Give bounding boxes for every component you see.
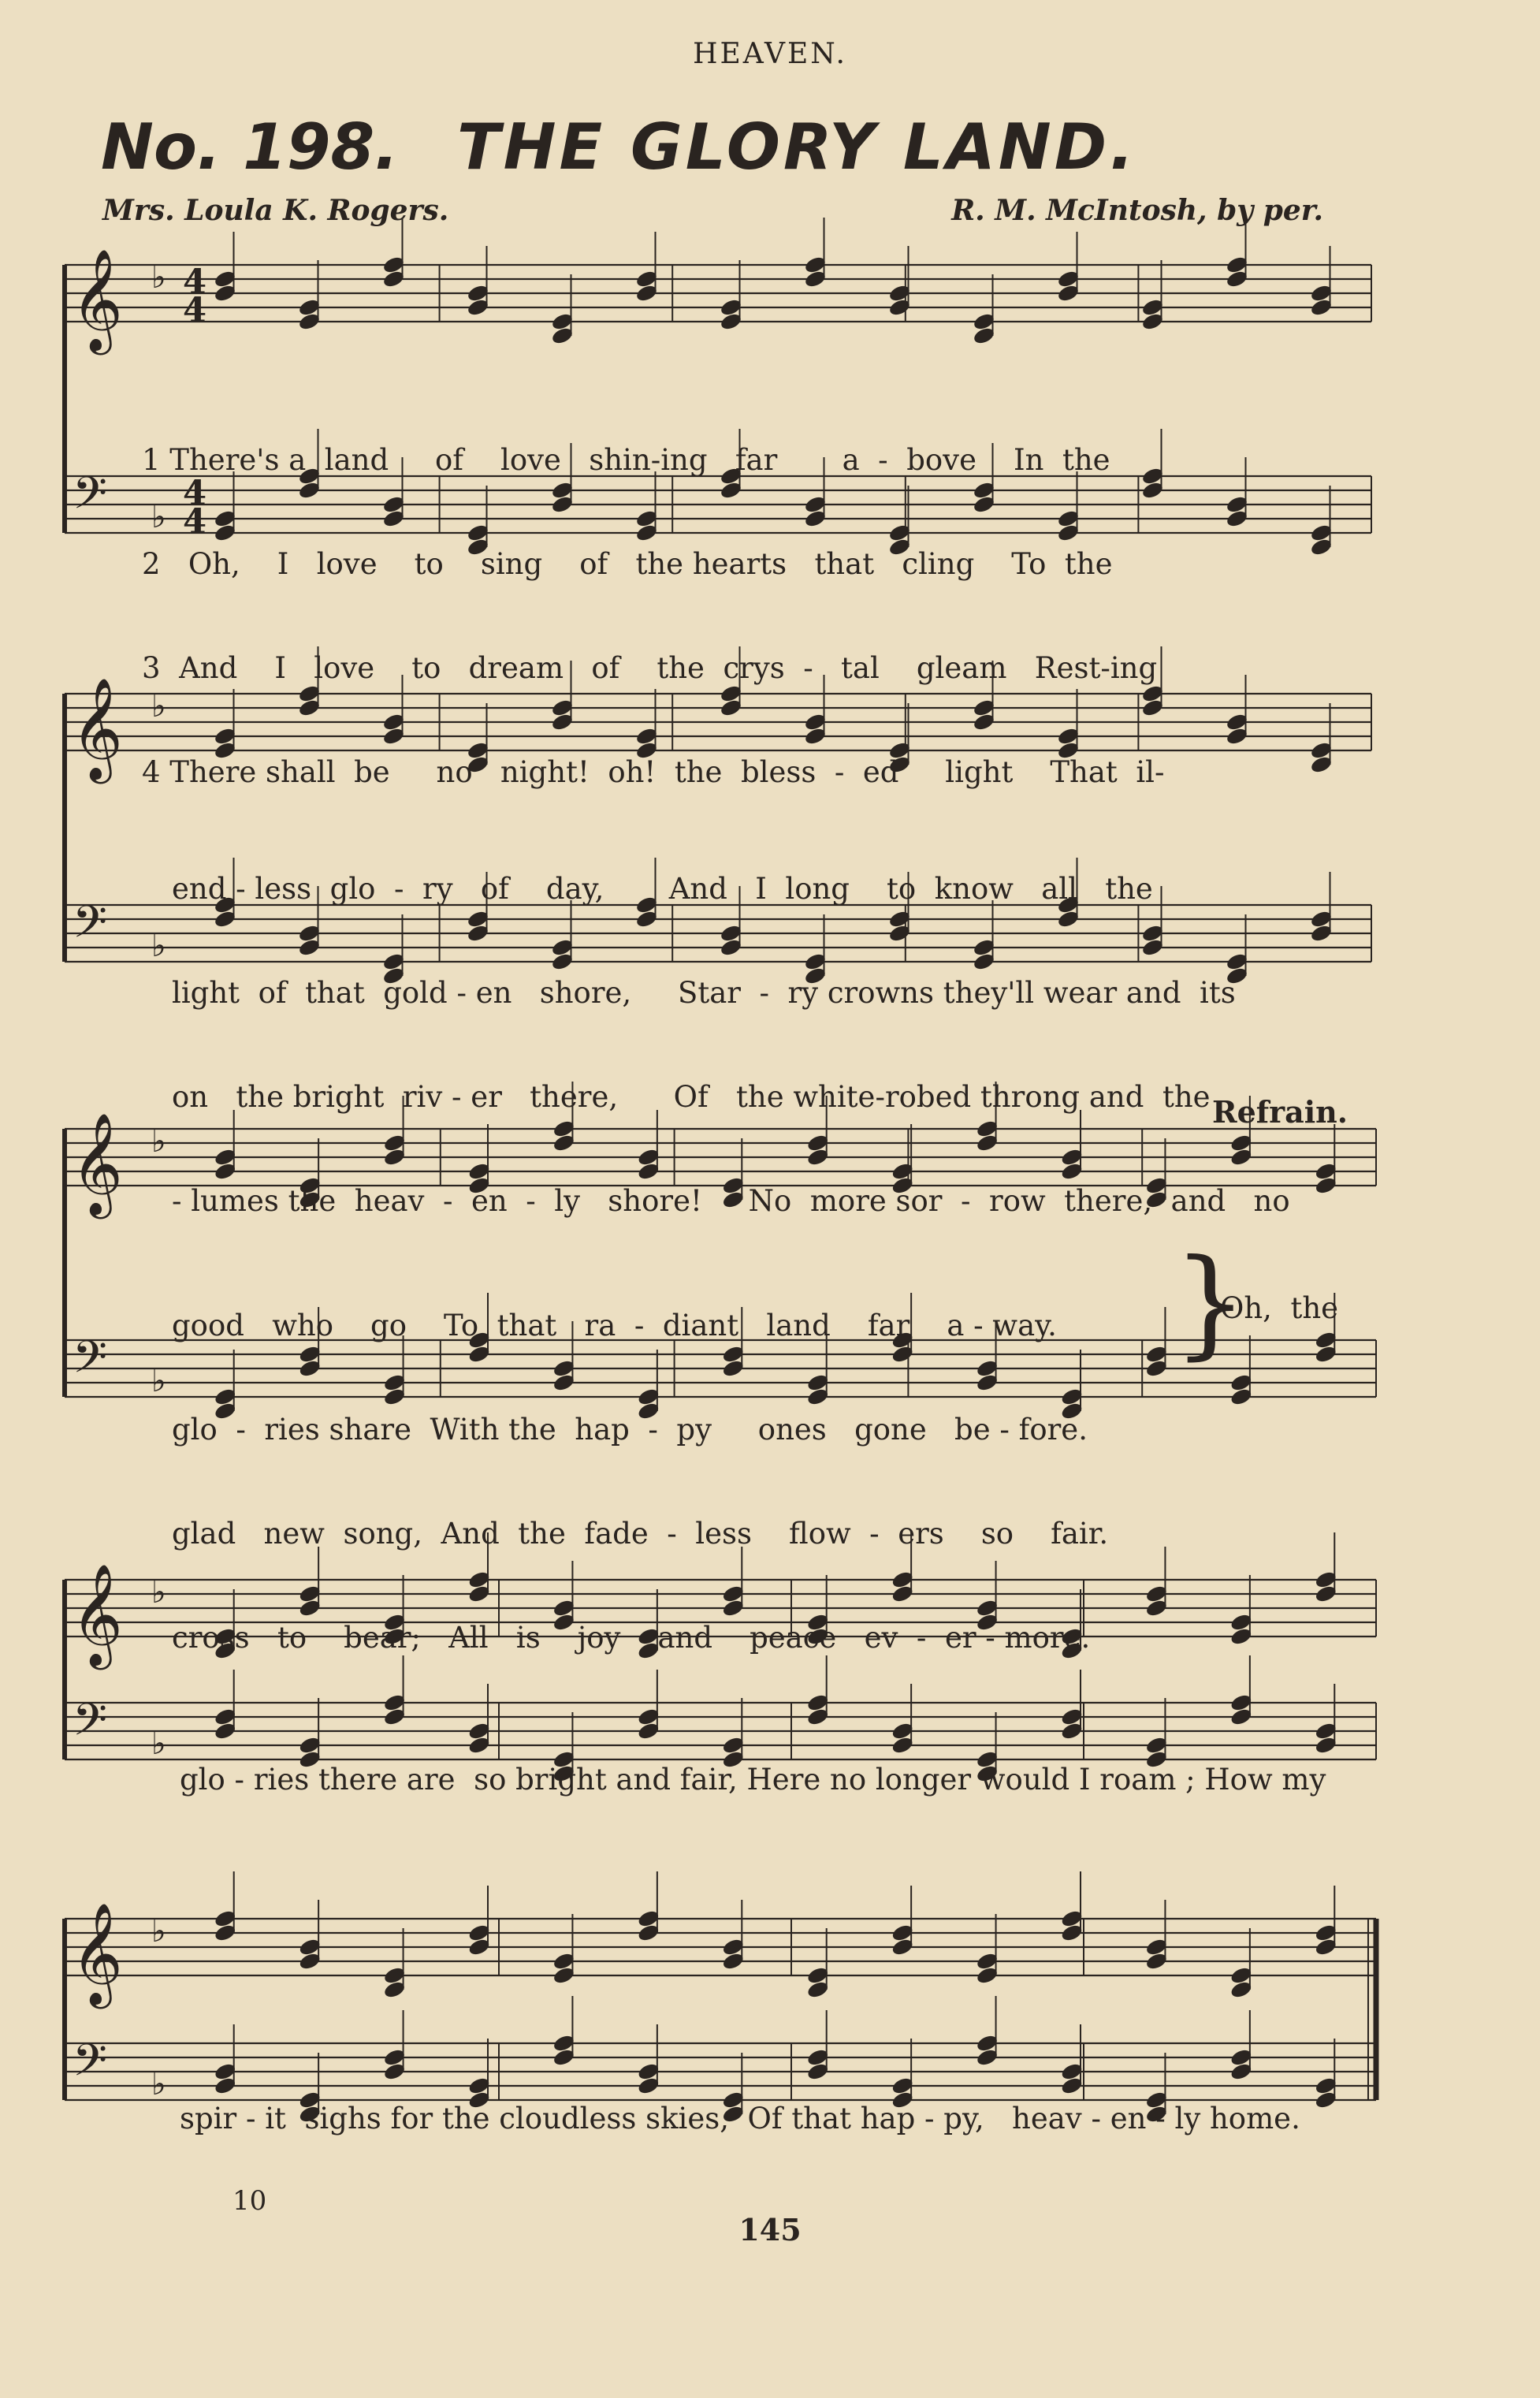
lyrics-system-5 <box>180 2032 1300 2171</box>
composer-credit: R. M. McIntosh, by per. <box>951 194 1323 227</box>
bass-clef: 𝄢 <box>73 897 107 960</box>
lyric-line: good who go To that ra - diant land far a - way. <box>172 1309 1057 1342</box>
bass-clef: 𝄢 <box>73 468 107 531</box>
time-signature: 4 <box>183 262 207 302</box>
lyric-line: 2 Oh, I love to sing of the hearts that cling To the <box>142 547 1113 581</box>
lyrics-system-3 <box>172 1239 1108 1690</box>
refrain-label: Refrain. <box>1212 1094 1348 1130</box>
flat-sign: ♭ <box>151 259 166 296</box>
time-signature: 4 <box>183 501 207 542</box>
hymn-number: No. 198. <box>101 110 399 184</box>
lyric-line: on the bright riv - er there, Of the white-robed throng and the <box>172 1080 1211 1114</box>
bass-clef: 𝄢 <box>73 1332 107 1395</box>
flat-sign: ♭ <box>151 1912 166 1949</box>
treble-clef: 𝄞 <box>71 1902 123 2005</box>
treble-clef: 𝄞 <box>71 1563 123 1666</box>
lyric-line: spir - it sighs for the cloudless skies, Of that hap - py, heav - en - ly home. <box>180 2102 1300 2135</box>
flat-sign: ♭ <box>151 2065 166 2102</box>
lyricist-credit: Mrs. Loula K. Rogers. <box>102 194 449 227</box>
section-heading: HEAVEN. <box>693 38 847 70</box>
time-signature: 4 <box>183 473 207 513</box>
flat-sign: ♭ <box>151 687 166 724</box>
lyric-line: 1 There's a land of love shin-ing far a - bove In the <box>142 443 1110 477</box>
treble-clef: 𝄞 <box>71 248 123 351</box>
lyric-line: 4 There shall be no night! oh! the bless - ed light That il- <box>142 755 1165 789</box>
treble-clef: 𝄞 <box>71 677 123 780</box>
lyric-line: 3 And I love to dream of the crys - tal gleam Rest-ing <box>142 651 1158 685</box>
lyric-line: glad new song, And the fade - less flow - ers so fair. <box>172 1517 1109 1551</box>
lyric-line: glo - ries share With the hap - py ones gone be - fore. <box>172 1413 1088 1447</box>
bass-clef: 𝄢 <box>73 2035 107 2098</box>
lyric-line: cross to bear; All is joy and peace ev - er - more. <box>172 1621 1091 1655</box>
lyrics-system-4 <box>180 1693 1326 1832</box>
lyric-brace: } <box>1173 1234 1248 1372</box>
time-signature: 4 <box>183 290 207 330</box>
footer-number: 10 <box>232 2185 267 2217</box>
flat-sign: ♭ <box>151 1123 166 1160</box>
lyric-line: glo - ries there are so bright and fair, Here no longer would I roam ; How my <box>180 1763 1326 1797</box>
flat-sign: ♭ <box>151 1725 166 1762</box>
page-number: 145 <box>738 2212 802 2247</box>
lyric-line: end - less glo - ry of day, And I long to know all the <box>172 872 1153 906</box>
treble-clef: 𝄞 <box>71 1112 123 1215</box>
flat-sign: ♭ <box>151 1573 166 1610</box>
lyrics-system-1 <box>142 374 1165 825</box>
refrain-start-lyric: Oh, the <box>1220 1291 1339 1325</box>
bass-clef: 𝄢 <box>73 1695 107 1758</box>
lyric-line: light of that gold - en shore, Star - ry crowns they'll wear and its <box>172 976 1236 1010</box>
flat-sign: ♭ <box>151 927 166 964</box>
lyric-line: - lumes the heav - en - ly shore! No more sor - row there, and no <box>172 1184 1290 1218</box>
flat-sign: ♭ <box>151 1362 166 1399</box>
lyrics-system-2 <box>172 802 1290 1253</box>
hymn-title: THE GLORY LAND. <box>457 110 1137 184</box>
flat-sign: ♭ <box>151 498 166 535</box>
